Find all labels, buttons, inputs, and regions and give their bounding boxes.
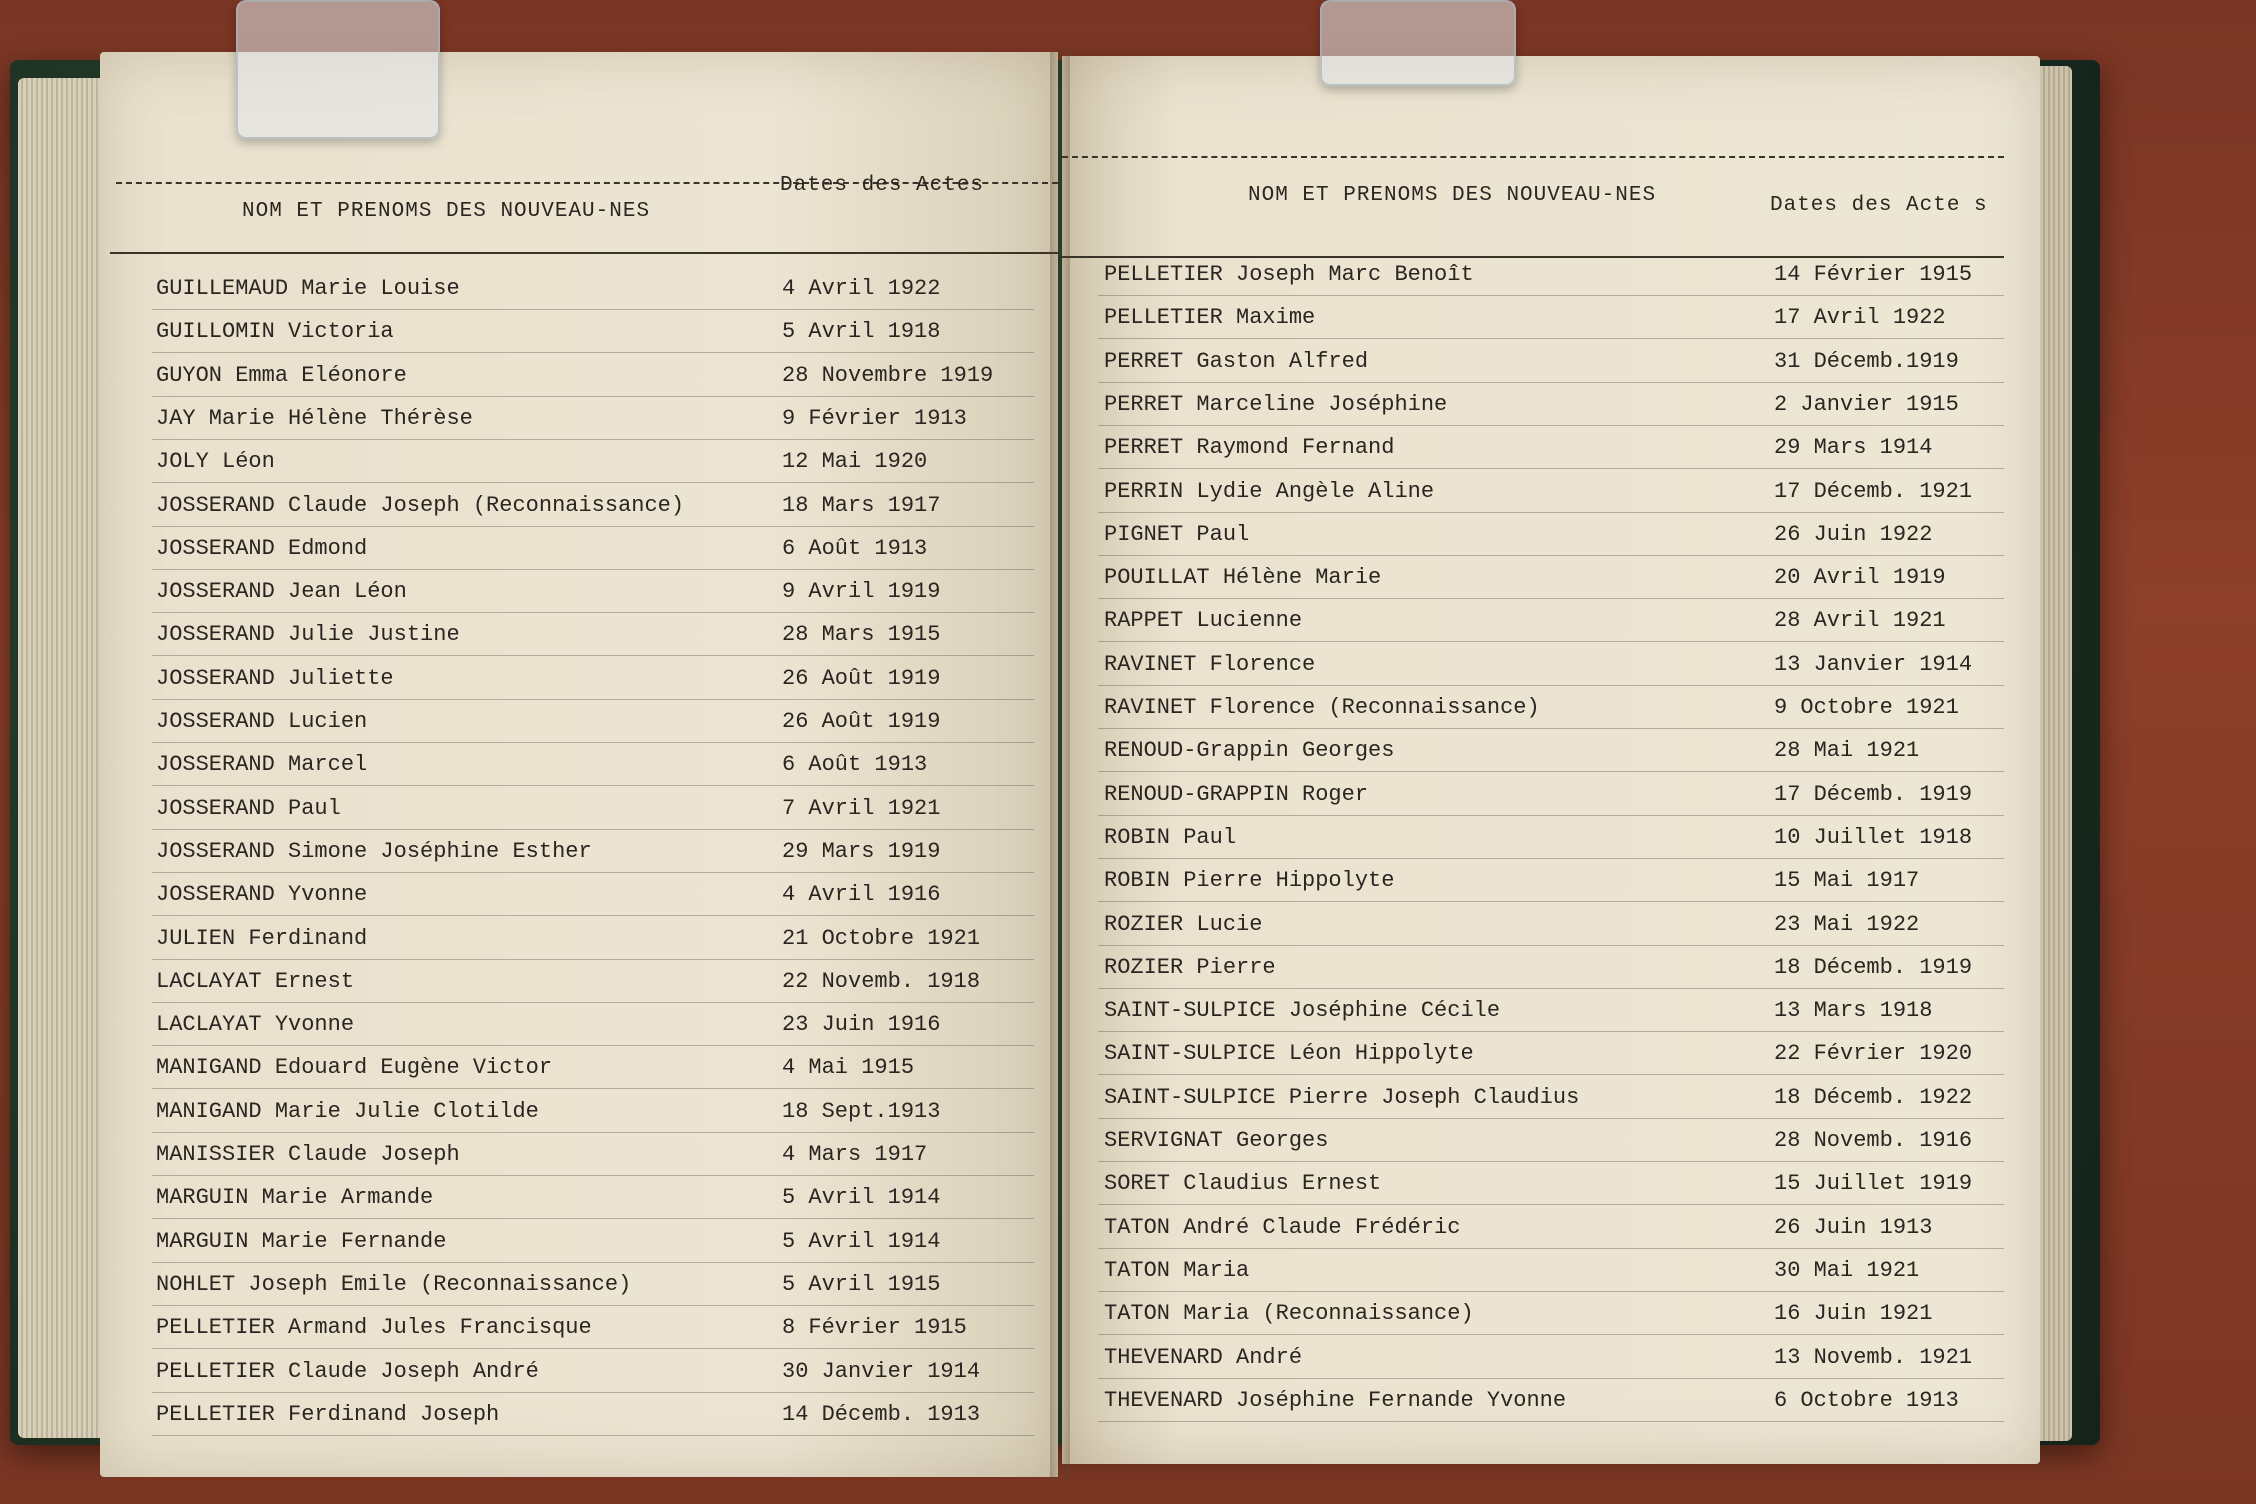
header-top-rule <box>1062 156 2004 158</box>
right-header-name: NOM ET PRENOMS DES NOUVEAU-NES <box>1248 184 1657 207</box>
act-date: 18 Décemb. 1922 <box>1774 1084 1973 1110</box>
register-entry <box>1062 1295 2040 1337</box>
newborn-name: PERRET Raymond Fernand <box>1104 435 1395 461</box>
newborn-name: ROBIN Paul <box>1104 824 1237 850</box>
register-entry <box>100 1093 1058 1135</box>
newborn-name: PELLETIER Ferdinand Joseph <box>156 1401 500 1427</box>
row-rule <box>1098 1378 2004 1379</box>
header-bottom-rule <box>110 252 1058 254</box>
newborn-name: JOSSERAND Jean Léon <box>156 579 407 605</box>
row-rule <box>152 482 1034 483</box>
register-entry <box>1062 516 2040 558</box>
register-entry <box>1062 386 2040 428</box>
act-date: 16 Juin 1921 <box>1774 1301 1933 1327</box>
newborn-name: MANIGAND Marie Julie Clotilde <box>156 1098 539 1124</box>
act-date: 13 Mars 1918 <box>1774 998 1933 1024</box>
row-rule <box>1098 858 2004 859</box>
act-date: 26 Août 1919 <box>782 665 941 691</box>
act-date: 30 Janvier 1914 <box>782 1358 981 1384</box>
row-rule <box>1098 1334 2004 1335</box>
act-date: 17 Avril 1922 <box>1774 305 1946 331</box>
act-date: 28 Novembre 1919 <box>782 362 994 388</box>
row-rule <box>1098 468 2004 469</box>
act-date: 10 Juillet 1918 <box>1774 824 1973 850</box>
act-date: 6 Août 1913 <box>782 752 928 778</box>
left-header-name: NOM ET PRENOMS DES NOUVEAU-NES <box>242 200 651 223</box>
register-entry <box>100 1136 1058 1178</box>
act-date: 13 Novemb. 1921 <box>1774 1344 1973 1370</box>
register-entry <box>1062 1035 2040 1077</box>
act-date: 22 Février 1920 <box>1774 1041 1973 1067</box>
newborn-name: PIGNET Paul <box>1104 521 1250 547</box>
newborn-name: MANIGAND Edouard Eugène Victor <box>156 1055 553 1081</box>
row-rule <box>1098 425 2004 426</box>
row-rule <box>1098 815 2004 816</box>
newborn-name: NOHLET Joseph Emile (Reconnaissance) <box>156 1271 632 1297</box>
act-date: 30 Mai 1921 <box>1774 1257 1920 1283</box>
register-entry <box>100 920 1058 962</box>
act-date: 26 Août 1919 <box>782 709 941 734</box>
newborn-name: PERRET Marceline Joséphine <box>1104 391 1448 417</box>
register-entry <box>1062 473 2040 515</box>
act-date: 15 Mai 1917 <box>1774 868 1920 894</box>
newborn-name: TATON Maria (Reconnaissance) <box>1104 1301 1474 1327</box>
row-rule <box>152 1218 1034 1219</box>
newborn-name: JULIEN Ferdinand <box>156 925 368 951</box>
register-entry <box>100 1309 1058 1351</box>
newborn-name: THEVENARD Joséphine Fernande Yvonne <box>1104 1387 1567 1413</box>
row-rule <box>1098 1248 2004 1249</box>
row-rule <box>1098 1421 2004 1422</box>
newborn-name: LACLAYAT Ernest <box>156 968 355 994</box>
register-entry <box>1062 343 2040 385</box>
register-entry <box>100 1353 1058 1395</box>
left-header-date: Dates des Actes <box>780 174 985 197</box>
newborn-name: RAVINET Florence <box>1104 651 1316 677</box>
register-entry <box>1062 646 2040 688</box>
row-rule <box>152 1045 1034 1046</box>
register-entry <box>100 1266 1058 1308</box>
newborn-name: MARGUIN Marie Armande <box>156 1185 434 1211</box>
newborn-name: RENOUD-Grappin Georges <box>1104 738 1395 764</box>
register-entry <box>100 313 1058 355</box>
register-entry <box>100 746 1058 788</box>
register-entry <box>1062 602 2040 644</box>
right-page <box>1062 56 2040 1464</box>
newborn-name: LACLAYAT Yvonne <box>156 1012 355 1038</box>
act-date: 14 Février 1915 <box>1774 262 1973 287</box>
newborn-name: RAPPET Lucienne <box>1104 608 1303 634</box>
row-rule <box>152 1305 1034 1306</box>
row-rule <box>152 1435 1034 1436</box>
book-gutter <box>1050 50 1070 1480</box>
newborn-name: JOSSERAND Lucien <box>156 709 368 734</box>
act-date: 23 Juin 1916 <box>782 1012 941 1038</box>
row-rule <box>1098 512 2004 513</box>
newborn-name: JOSSERAND Edmond <box>156 535 368 561</box>
act-date: 6 Août 1913 <box>782 535 928 561</box>
row-rule <box>1098 728 2004 729</box>
register-entry <box>1062 1209 2040 1251</box>
act-date: 28 Novemb. 1916 <box>1774 1128 1973 1153</box>
register-entry <box>100 573 1058 615</box>
newborn-name: JAY Marie Hélène Thérèse <box>156 405 473 431</box>
register-entry <box>100 1396 1058 1438</box>
row-rule <box>152 959 1034 960</box>
act-date: 8 Février 1915 <box>782 1315 967 1341</box>
newborn-name: SAINT-SULPICE Pierre Joseph Claudius <box>1104 1084 1580 1110</box>
row-rule <box>152 1348 1034 1349</box>
register-entry <box>1062 1079 2040 1121</box>
act-date: 22 Novemb. 1918 <box>782 968 981 994</box>
act-date: 5 Avril 1915 <box>782 1271 941 1297</box>
row-rule <box>1098 945 2004 946</box>
row-rule <box>152 785 1034 786</box>
newborn-name: JOLY Léon <box>156 449 275 475</box>
register-entry <box>1062 949 2040 991</box>
newborn-name: RAVINET Florence (Reconnaissance) <box>1104 695 1540 720</box>
newborn-name: SAINT-SULPICE Léon Hippolyte <box>1104 1041 1474 1067</box>
act-date: 13 Janvier 1914 <box>1774 651 1973 677</box>
newborn-name: ROZIER Pierre <box>1104 954 1276 980</box>
newborn-name: PELLETIER Armand Jules Francisque <box>156 1315 592 1341</box>
newborn-name: MANISSIER Claude Joseph <box>156 1142 460 1167</box>
act-date: 9 Octobre 1921 <box>1774 695 1959 720</box>
left-page <box>100 52 1058 1477</box>
row-rule <box>152 439 1034 440</box>
newborn-name: PELLETIER Joseph Marc Benoît <box>1104 262 1474 287</box>
newborn-name: PELLETIER Claude Joseph André <box>156 1358 539 1384</box>
register-entry <box>1062 992 2040 1034</box>
register-entry <box>100 963 1058 1005</box>
row-rule <box>1098 901 2004 902</box>
newborn-name: JOSSERAND Yvonne <box>156 882 368 908</box>
register-entry <box>1062 559 2040 601</box>
act-date: 2 Janvier 1915 <box>1774 391 1959 417</box>
row-rule <box>1098 685 2004 686</box>
row-rule <box>1098 598 2004 599</box>
right-header-date: Dates des Acte s <box>1770 194 1988 217</box>
act-date: 5 Avril 1914 <box>782 1185 941 1211</box>
row-rule <box>152 829 1034 830</box>
act-date: 20 Avril 1919 <box>1774 565 1946 591</box>
register-entry <box>1062 1122 2040 1164</box>
row-rule <box>1098 1118 2004 1119</box>
row-rule <box>152 309 1034 310</box>
register-entry <box>1062 689 2040 731</box>
row-rule <box>1098 771 2004 772</box>
row-rule <box>152 872 1034 873</box>
act-date: 5 Avril 1914 <box>782 1228 941 1254</box>
newborn-name: POUILLAT Hélène Marie <box>1104 565 1382 591</box>
act-date: 15 Juillet 1919 <box>1774 1171 1973 1197</box>
newborn-name: RENOUD-GRAPPIN Roger <box>1104 781 1369 807</box>
newborn-name: PERRET Gaston Alfred <box>1104 348 1369 374</box>
register-entry <box>1062 1252 2040 1294</box>
register-entry <box>1062 906 2040 948</box>
register-entry <box>1062 819 2040 861</box>
act-date: 6 Octobre 1913 <box>1774 1387 1959 1413</box>
register-entry <box>100 876 1058 918</box>
row-rule <box>152 915 1034 916</box>
act-date: 28 Mars 1915 <box>782 622 941 648</box>
newborn-name: JOSSERAND Juliette <box>156 665 394 691</box>
row-rule <box>152 655 1034 656</box>
row-rule <box>1098 555 2004 556</box>
register-entry <box>1062 776 2040 818</box>
row-rule <box>152 569 1034 570</box>
row-rule <box>1098 295 2004 296</box>
act-date: 21 Octobre 1921 <box>782 925 981 951</box>
newborn-name: JOSSERAND Simone Joséphine Esther <box>156 838 592 864</box>
row-rule <box>152 612 1034 613</box>
row-rule <box>152 396 1034 397</box>
act-date: 4 Mars 1917 <box>782 1142 928 1167</box>
newborn-name: THEVENARD André <box>1104 1344 1303 1370</box>
register-entry <box>1062 1165 2040 1207</box>
register-entry <box>100 1223 1058 1265</box>
act-date: 28 Avril 1921 <box>1774 608 1946 634</box>
act-date: 18 Mars 1917 <box>782 492 941 518</box>
row-rule <box>152 1175 1034 1176</box>
page-clip-right <box>1320 0 1516 86</box>
register-entry <box>100 270 1058 312</box>
act-date: 4 Mai 1915 <box>782 1055 915 1081</box>
newborn-name: PELLETIER Maxime <box>1104 305 1316 331</box>
act-date: 17 Décemb. 1919 <box>1774 781 1973 807</box>
act-date: 17 Décemb. 1921 <box>1774 478 1973 504</box>
act-date: 14 Décemb. 1913 <box>782 1401 981 1427</box>
row-rule <box>152 1132 1034 1133</box>
register-entry <box>1062 256 2040 298</box>
register-entry <box>100 400 1058 442</box>
register-entry <box>100 530 1058 572</box>
act-date: 9 Février 1913 <box>782 405 967 431</box>
act-date: 28 Mai 1921 <box>1774 738 1920 764</box>
newborn-name: MARGUIN Marie Fernande <box>156 1228 447 1254</box>
row-rule <box>152 699 1034 700</box>
row-rule <box>1098 988 2004 989</box>
register-entry <box>100 616 1058 658</box>
register-entry <box>100 833 1058 875</box>
act-date: 5 Avril 1918 <box>782 319 941 345</box>
row-rule <box>1098 1204 2004 1205</box>
newborn-name: GUILLOMIN Victoria <box>156 319 394 345</box>
act-date: 9 Avril 1919 <box>782 579 941 605</box>
act-date: 12 Mai 1920 <box>782 449 928 475</box>
row-rule <box>1098 1291 2004 1292</box>
act-date: 29 Mars 1919 <box>782 838 941 864</box>
register-entry <box>100 443 1058 485</box>
newborn-name: GUYON Emma Eléonore <box>156 362 407 388</box>
act-date: 18 Décemb. 1919 <box>1774 954 1973 980</box>
row-rule <box>152 1088 1034 1089</box>
act-date: 29 Mars 1914 <box>1774 435 1933 461</box>
row-rule <box>1098 641 2004 642</box>
register-entry <box>100 1049 1058 1091</box>
row-rule <box>152 1392 1034 1393</box>
newborn-name: TATON Maria <box>1104 1257 1250 1283</box>
newborn-name: JOSSERAND Julie Justine <box>156 622 460 648</box>
register-entry <box>100 703 1058 745</box>
row-rule <box>1098 1031 2004 1032</box>
newborn-name: ROZIER Lucie <box>1104 911 1263 937</box>
register-entry <box>1062 1382 2040 1424</box>
act-date: 31 Décemb.1919 <box>1774 348 1959 374</box>
register-entry <box>100 487 1058 529</box>
row-rule <box>1098 338 2004 339</box>
register-entry <box>1062 1339 2040 1381</box>
newborn-name: JOSSERAND Claude Joseph (Reconnaissance) <box>156 492 685 518</box>
register-entry <box>100 790 1058 832</box>
act-date: 26 Juin 1913 <box>1774 1214 1933 1240</box>
newborn-name: GUILLEMAUD Marie Louise <box>156 276 460 301</box>
act-date: 7 Avril 1921 <box>782 795 941 821</box>
row-rule <box>1098 382 2004 383</box>
newborn-name: JOSSERAND Paul <box>156 795 341 821</box>
row-rule <box>152 742 1034 743</box>
newborn-name: JOSSERAND Marcel <box>156 752 368 778</box>
act-date: 23 Mai 1922 <box>1774 911 1920 937</box>
row-rule <box>1098 1074 2004 1075</box>
row-rule <box>152 1002 1034 1003</box>
act-date: 18 Sept.1913 <box>782 1098 941 1124</box>
row-rule <box>152 352 1034 353</box>
page-clip-left <box>236 0 440 139</box>
newborn-name: SORET Claudius Ernest <box>1104 1171 1382 1197</box>
register-entry <box>100 660 1058 702</box>
newborn-name: PERRIN Lydie Angèle Aline <box>1104 478 1435 504</box>
newborn-name: SERVIGNAT Georges <box>1104 1128 1329 1153</box>
register-entry <box>1062 299 2040 341</box>
page-stack-left <box>18 78 104 1438</box>
row-rule <box>152 526 1034 527</box>
register-entry <box>100 1006 1058 1048</box>
register-entry <box>1062 862 2040 904</box>
register-entry <box>1062 429 2040 471</box>
act-date: 4 Avril 1922 <box>782 276 941 301</box>
row-rule <box>152 1262 1034 1263</box>
newborn-name: ROBIN Pierre Hippolyte <box>1104 868 1395 894</box>
register-entry <box>100 357 1058 399</box>
act-date: 4 Avril 1916 <box>782 882 941 908</box>
newborn-name: SAINT-SULPICE Joséphine Cécile <box>1104 998 1501 1024</box>
newborn-name: TATON André Claude Frédéric <box>1104 1214 1461 1240</box>
act-date: 26 Juin 1922 <box>1774 521 1933 547</box>
register-entry <box>1062 732 2040 774</box>
register-entry <box>100 1179 1058 1221</box>
row-rule <box>1098 1161 2004 1162</box>
